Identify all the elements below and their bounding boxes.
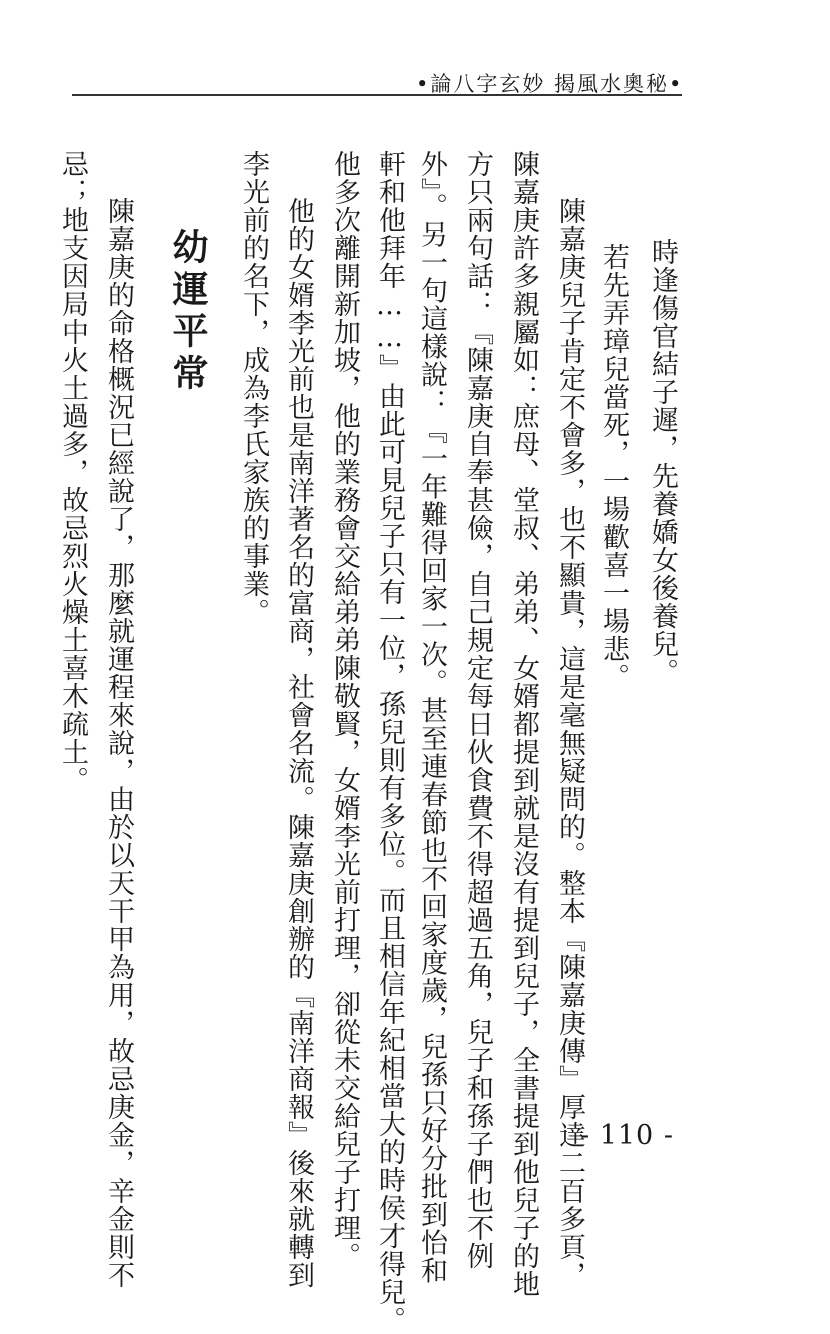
header-rule bbox=[72, 94, 682, 96]
paragraph-3-line-2: 忌；地支因局中火土過多，故忌烈火燥土喜木疏土。 bbox=[57, 150, 88, 794]
paragraph-2-line-1: 他的女婿李光前也是南洋著名的富商，社會名流。陳嘉庚創辦的『南洋商報』後來就轉到 bbox=[283, 197, 314, 1289]
paragraph-2-line-2: 李光前的名下，成為李氏家族的事業。 bbox=[238, 150, 269, 626]
poem-line-2: 若先弄璋兒當死，一場歡喜一場悲。 bbox=[598, 243, 629, 691]
paragraph-1-line-1: 陳嘉庚兒子肯定不會多，也不顯貴，這是毫無疑問的。整本『陳嘉庚傳』厚達二百多頁， bbox=[554, 197, 585, 1289]
page-number: - 110 - bbox=[580, 1120, 674, 1151]
poem-line-1: 時逢傷官結子遲，先養嬌女後養兒。 bbox=[647, 238, 678, 686]
running-header: •論八字玄妙 揭風水奧秘• bbox=[416, 72, 684, 96]
paragraph-1-line-2: 陳嘉庚許多親屬如：庶母、堂叔、弟弟、女婿都提到就是沒有提到兒子，全書提到他兒子的地 bbox=[508, 150, 539, 1298]
paragraph-1-line-6: 他多次離開新加坡，他的業務會交給弟弟陳敬賢，女婿李光前打理，卻從未交給兒子打理。 bbox=[329, 150, 360, 1270]
paragraph-1-line-3: 方只兩句話：『陳嘉庚自奉甚儉，自己規定每日伙食費不得超過五角，兒子和孫子們也不例 bbox=[462, 150, 493, 1270]
paragraph-1-line-5: 軒和他拜年……』由此可見兒子只有一位，孫兒則有多位。而且相信年紀相當大的時侯才得兒。 bbox=[374, 150, 405, 1334]
paragraph-1-line-4: 外』。另一句這樣說：『一年難得回家一次。甚至連春節也不回家度歲，兒孫只好分批到怡和 bbox=[416, 150, 447, 1285]
paragraph-3-line-1: 陳嘉庚的命格概況已經說了，那麼就運程來說，由於以天干甲為用，故忌庚金，辛金則不 bbox=[103, 197, 134, 1289]
section-heading: 幼運平常 bbox=[167, 228, 208, 396]
